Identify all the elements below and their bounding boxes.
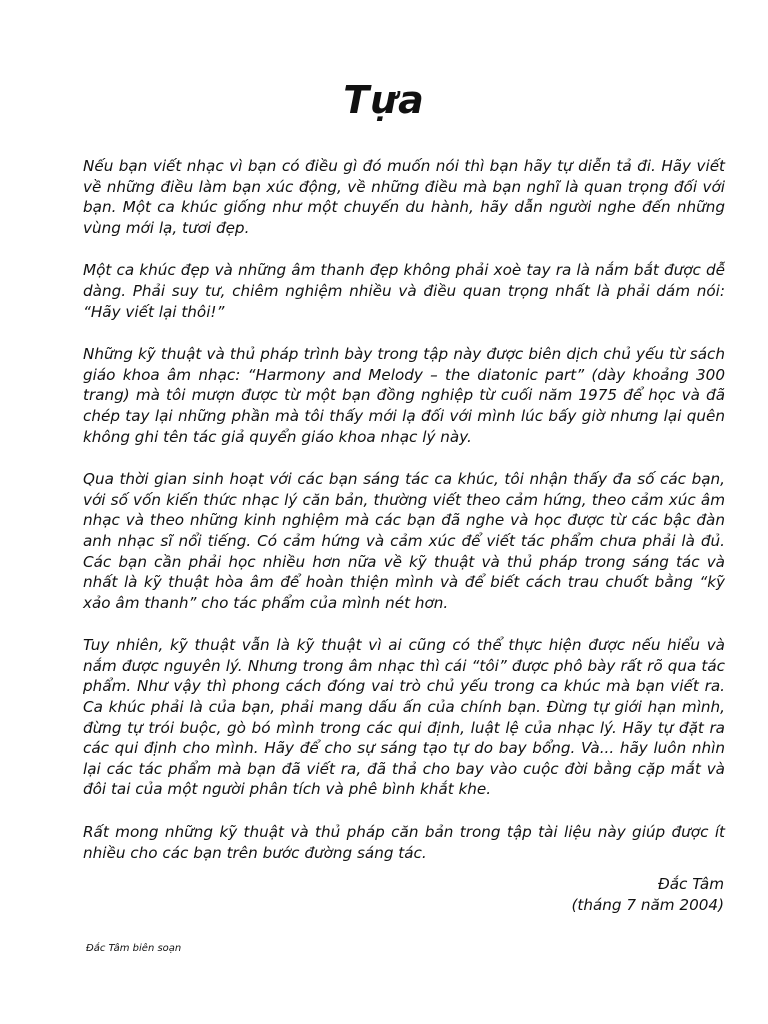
paragraph: Tuy nhiên, kỹ thuật vẫn là kỹ thuật vì ai cũng có thể thực hiện được nếu hiểu và nắm được nguyên lý. Nhưng trong âm nhạc thì cái “tôi” được phô bày rất rõ qua tác phẩm. Như vậy thì phong cách đóng vai trò chủ yếu trong ca khúc mà bạn viết ra. Ca khúc phải là của bạn, phải mang dấu ấn của chính bạn. Đừng tự giới hạn mình, đừng tự trói buộc, gò bó mình trong các qui định, luật lệ của nhạc lý. Hãy tự đặt ra các qui định cho mình. Hãy để cho sự sáng tạo tự do bay bổng. Và... hãy luôn nhìn lại các tác phẩm mà bạn đã viết ra, đã thả cho bay vào cuộc đời bằng cặp mắt và đôi tai của một người phân tích và phê bình khắt khe. xyxy=(83,636,725,799)
paragraph: Rất mong những kỹ thuật và thủ pháp căn bản trong tập tài liệu này giúp được ít nhiều cho các bạn trên bước đường sáng tác. xyxy=(83,823,725,862)
paragraph: Nếu bạn viết nhạc vì bạn có điều gì đó muốn nói thì bạn hãy tự diễn tả đi. Hãy viết về những điều làm bạn xúc động, về những điều mà bạn nghĩ là quan trọng đối với bạn. Một ca khúc giống như một chuyến du hành, hãy dẫn người nghe đến những vùng mới lạ, tươi đẹp. xyxy=(83,157,725,237)
signature-author: Đắc Tâm xyxy=(657,875,724,893)
paragraph: Những kỹ thuật và thủ pháp trình bày trong tập này được biên dịch chủ yếu từ sách giáo khoa âm nhạc: “Harmony and Melody – the diatonic part” (dày khoảng 300 trang) mà tôi mượn được từ một bạn đồng nghiệp từ cuối năm 1975 để học và đã chép tay lại những phần mà tôi thấy mới lạ đối với mình lúc bấy giờ nhưng lại quên không ghi tên tác giả quyển giáo khoa nhạc lý này. xyxy=(83,345,725,446)
paragraph: Qua thời gian sinh hoạt với các bạn sáng tác ca khúc, tôi nhận thấy đa số các bạn, với số vốn kiến thức nhạc lý căn bản, thường viết theo cảm hứng, theo cảm xúc âm nhạc và theo những kinh nghiệm mà các bạn đã nghe và học được từ các bậc đàn anh nhạc sĩ nổi tiếng. Có cảm hứng và cảm xúc để viết tác phẩm chưa phải là đủ. Các bạn cần phải học nhiều hơn nữa về kỹ thuật và thủ pháp trong sáng tác và nhất là kỹ thuật hòa âm để hoàn thiện mình và để biết cách trau chuốt bằng “kỹ xảo âm thanh” cho tác phẩm của mình nét hơn. xyxy=(83,470,725,612)
signature-date: (tháng 7 năm 2004) xyxy=(571,895,724,914)
preface-body xyxy=(83,156,725,885)
page-footer: Đắc Tâm biên soạn xyxy=(86,943,182,954)
signature-block xyxy=(571,874,724,915)
page-title: Tựa xyxy=(343,78,425,122)
paragraph: Một ca khúc đẹp và những âm thanh đẹp không phải xoè tay ra là nắm bắt được dễ dàng. Phải suy tư, chiêm nghiệm nhiều và điều quan trọng nhất là phải dám nói: “Hãy viết lại thôi!” xyxy=(83,261,725,321)
